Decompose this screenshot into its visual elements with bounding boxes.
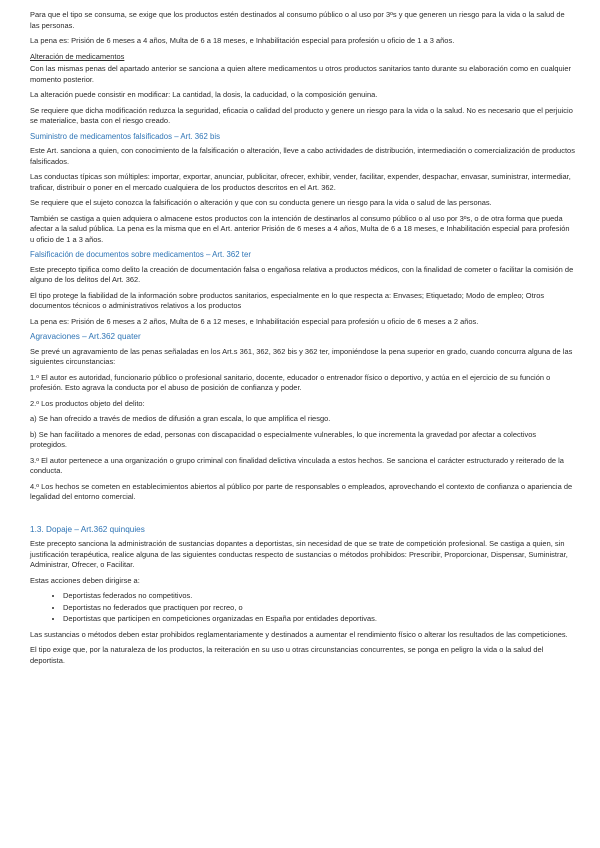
document-page — [30, 10, 575, 671]
destinatarios-list — [30, 591, 575, 625]
paragraph-suministro-intro: Este Art. sanciona a quien, con conocimiento de la falsificación o alteración, lleve a cabo actividades de distribución, intermediación o comercialización de productos falsificados. — [30, 146, 575, 166]
paragraph-circunstancia-2b: b) Se han facilitado a menores de edad, personas con discapacidad o especialmente vulnerables, lo que incrementa la gravedad por afectar a colectivos protegidos. — [30, 429, 537, 449]
paragraph-dopaje-intro: Este precepto sanciona la administración de sustancias dopantes a deportistas, sin necesidad de que se trate de competición profesional. Se castiga a quien, sin justificación terapéutica, realice alguna de las siguientes conductas respecto de sustancias o métodos prohibidos: Prescribir, Proporcionar, Dispensar, Suministrar, Administrar, Ofrecer, o Facilitar. — [30, 539, 568, 569]
paragraph-alteracion-intro: Con las mismas penas del apartado anterior se sanciona a quien altere medicamentos u otros productos sanitarios tanto durante su elaboración como en cualquier momento posterior. — [30, 64, 572, 84]
paragraph-pena-362-ter: La pena es: Prisión de 6 meses a 2 años, Multa de 6 a 12 meses, e Inhabilitación especial para profesión u oficio de 6 meses a 2 años. — [30, 316, 479, 326]
paragraph-pena-362: La pena es: Prisión de 6 meses a 4 años, Multa de 6 a 18 meses, e Inhabilitación especial para profesión u oficio de 1 a 3 años. — [30, 36, 455, 45]
paragraph-circunstancia-1: 1.º El autor es autoridad, funcionario público o profesional sanitario, docente, educador o entrenador físico o deportivo, y actúa en el ejercicio de su función o profesión. Esto agrava la conducta por el abuso de posición de confianza y poder. — [30, 372, 551, 392]
heading-dopaje: 1.3. Dopaje – Art.362 quinquies — [30, 524, 145, 534]
paragraph-circunstancia-2a: a) Se han ofrecido a través de medios de difusión a gran escala, lo que amplifica el riesgo. — [30, 414, 331, 423]
heading-falsificacion: Falsificación de documentos sobre medicamentos – Art. 362 ter — [30, 250, 251, 259]
paragraph-alteracion-riesgo: Se requiere que dicha modificación reduzca la seguridad, eficacia o calidad del producto y genere un riesgo para la vida o la salud. No es necesario que el perjuicio se materialice, basta con el riesgo creado. — [30, 105, 573, 125]
paragraph-falsificacion-intro: Este precepto tipifica como delito la creación de documentación falsa o engañosa relativa a productos médicos, con la finalidad de cometer o facilitar la comisión de alguno de los delitos del Art. 362. — [30, 264, 574, 284]
paragraph-fiabilidad: El tipo protege la fiabilidad de la información sobre productos sanitarios, especialmente en lo que respecta a: Envases; Etiquetado; Modo de empleo; Otros documentos técnicos o administrativos relativos a los productos — [30, 290, 545, 310]
paragraph-circunstancia-4: 4.º Los hechos se cometen en establecimientos abiertos al público por parte de responsables o empleados, aprovechando el contexto de confianza o apariencia de legalidad del entorno comercial. — [30, 481, 573, 501]
paragraph-peligro: El tipo exige que, por la naturaleza de los productos, la reiteración en su uso u otras circunstancias concurrentes, se ponga en peligro la vida o la salud del deportista. — [30, 645, 544, 665]
paragraph-destinatarios: Estas acciones deben dirigirse a: — [30, 575, 140, 585]
paragraph-consumo: Para que el tipo se consuma, se exige que los productos estén destinados al consumo público o al uso por 3ºs y que generen un riesgo para la vida o la salud de las personas. — [30, 10, 565, 30]
paragraph-conocimiento: Se requiere que el sujeto conozca la falsificación o alteración y que con su conducta genere un riesgo para la vida o salud de las personas. — [30, 198, 492, 207]
heading-alteracion: Alteración de medicamentos — [30, 51, 125, 61]
paragraph-agravamiento: Se prevé un agravamiento de las penas señaladas en los Art.s 361, 362, 362 bis y 362 ter, imponiéndose la pena superior en grado, cuando concurra alguna de las siguientes circunstancias: — [30, 346, 573, 366]
list-item: • Deportistas que participen en competiciones organizadas en España por entidades deportivas. — [63, 614, 575, 625]
heading-agravaciones: Agravaciones – Art.362 quater — [30, 332, 141, 341]
paragraph-sustancias: Las sustancias o métodos deben estar prohibidos reglamentariamente y destinados a aumentar el rendimiento físico o alterar los resultados de las competiciones. — [30, 629, 568, 639]
paragraph-circunstancia-2: 2.º Los productos objeto del delito: — [30, 398, 145, 408]
list-item: • Deportistas federados no competitivos. — [63, 591, 575, 602]
paragraph-conductas: Las conductas típicas son múltiples: importar, exportar, anunciar, publicitar, ofrecer, exhibir, vender, facilitar, expender, despachar, envasar, suministrar, intermediar, traficar, distribuir o poner en el mercado cualquiera de los productos descritos en el Art. 362. — [30, 172, 571, 192]
paragraph-circunstancia-3: 3.º El autor pertenece a una organización o grupo criminal con finalidad delictiva vinculada a estos hechos. Se sanciona el carácter estructurado y reiterado de la conducta. — [30, 455, 564, 475]
paragraph-alteracion-modificar: La alteración puede consistir en modificar: La cantidad, la dosis, la caducidad, o la composición genuina. — [30, 90, 378, 99]
heading-suministro: Suministro de medicamentos falsificados – Art. 362 bis — [30, 131, 221, 141]
paragraph-adquisicion: También se castiga a quien adquiera o almacene estos productos con la intención de destinarlos al consumo público o al uso por 3ºs, o de otra forma que pueda afectar a la salud pública. La pena es la misma que en el Art. anterior Prisión de 6 meses a 4 años, Multa de 6 a 18 meses, e Inhabilitación especial para profesión u oficio de 1 a 3 años. — [30, 213, 570, 244]
list-item: • Deportistas no federados que practiquen por recreo, o — [63, 603, 575, 614]
